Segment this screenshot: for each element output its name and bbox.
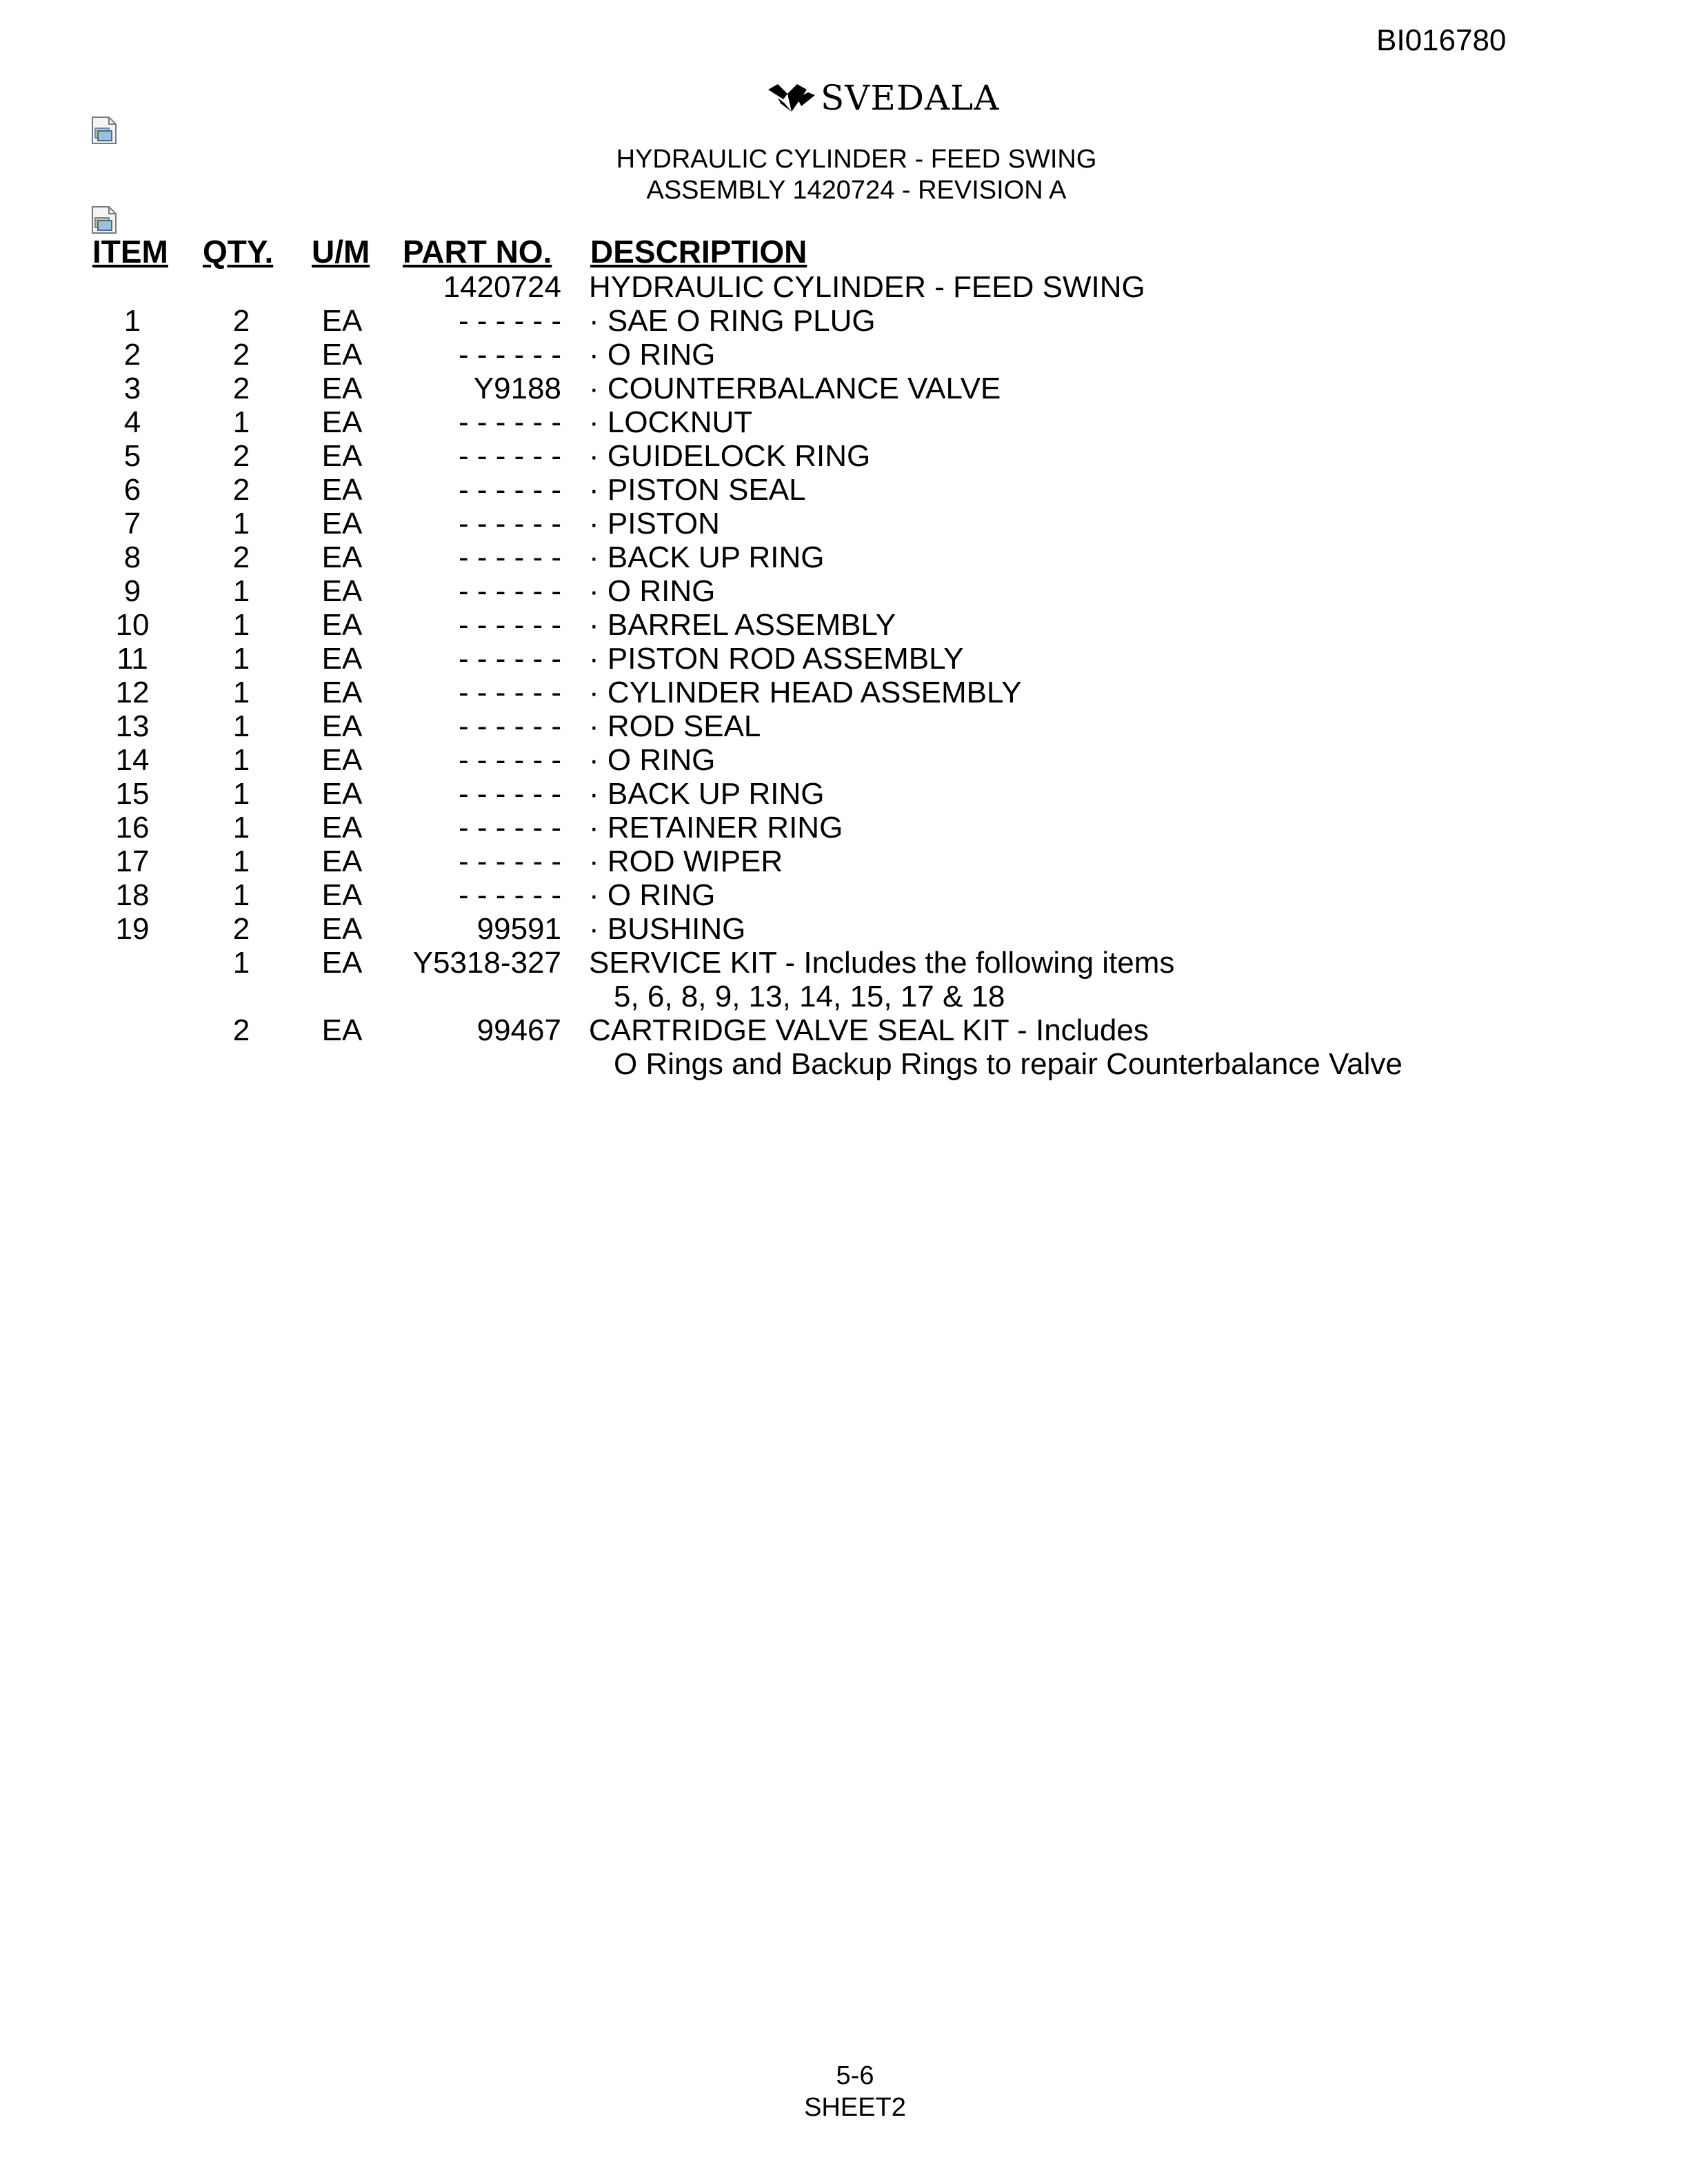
table-row (0, 304, 1688, 338)
um-cell: EA (321, 608, 363, 642)
logo-wordmark: SVEDALA (821, 78, 1000, 118)
qty-cell: 1 (232, 608, 250, 642)
header-item: ITEM (92, 234, 168, 270)
part-no-cell: - - - - - - (458, 743, 561, 777)
part-no-cell: - - - - - - (458, 709, 561, 743)
um-cell: EA (321, 811, 363, 845)
title-line-1: HYDRAULIC CYLINDER - FEED SWING (616, 145, 1097, 174)
table-row (0, 878, 1688, 912)
table-row (0, 507, 1688, 540)
description-cell: · O RING (589, 743, 716, 777)
item-cell: 18 (115, 878, 150, 912)
part-no-cell: 1420724 (443, 270, 561, 304)
table-row (0, 372, 1688, 405)
description-cell: · BACK UP RING (589, 540, 825, 574)
table-row (0, 709, 1688, 743)
item-cell: 19 (115, 912, 150, 946)
description-cell: · BARREL ASSEMBLY (589, 608, 896, 642)
qty-cell: 2 (232, 540, 250, 574)
part-no-cell: - - - - - - (458, 338, 561, 372)
description-cell: · PISTON (589, 507, 720, 540)
item-cell: 11 (117, 642, 148, 676)
part-no-cell: - - - - - - (458, 439, 561, 473)
part-no-cell: 99467 (476, 1013, 561, 1047)
table-row (0, 1047, 1688, 1081)
table-row (0, 845, 1688, 878)
description-cell: · CYLINDER HEAD ASSEMBLY (589, 676, 1022, 709)
um-cell: EA (321, 304, 363, 338)
document-id: BI016780 (1376, 23, 1507, 57)
description-cell: · LOCKNUT (589, 405, 753, 439)
page-number: 5-6 (836, 2061, 874, 2090)
table-row (0, 338, 1688, 372)
table-row (0, 439, 1688, 473)
table-row (0, 912, 1688, 946)
um-cell: EA (321, 676, 363, 709)
um-cell: EA (321, 878, 363, 912)
description-cell: · BUSHING (589, 912, 746, 946)
table-row (0, 642, 1688, 676)
qty-cell: 2 (232, 338, 250, 372)
description-cell: · O RING (589, 878, 716, 912)
um-cell: EA (321, 405, 363, 439)
part-no-cell: - - - - - - (458, 540, 561, 574)
um-cell: EA (321, 439, 363, 473)
qty-cell: 2 (232, 1013, 250, 1047)
description-cell: · PISTON SEAL (589, 473, 806, 507)
part-no-cell: - - - - - - (458, 878, 561, 912)
qty-cell: 1 (232, 811, 250, 845)
qty-cell: 1 (232, 845, 250, 878)
item-cell: 9 (123, 574, 141, 608)
header-um: U/M (312, 234, 370, 270)
um-cell: EA (321, 473, 363, 507)
qty-cell: 1 (232, 709, 250, 743)
item-cell: 1 (123, 304, 141, 338)
item-cell: 16 (115, 811, 150, 845)
table-row (0, 777, 1688, 811)
qty-cell: 1 (232, 507, 250, 540)
qty-cell: 1 (232, 676, 250, 709)
header-qty: QTY. (203, 234, 274, 270)
part-no-cell: - - - - - - (458, 574, 561, 608)
um-cell: EA (321, 1013, 363, 1047)
item-cell: 10 (115, 608, 150, 642)
item-cell: 13 (115, 709, 150, 743)
part-no-cell: - - - - - - (458, 811, 561, 845)
header-description: DESCRIPTION (590, 234, 807, 270)
part-no-cell: - - - - - - (458, 405, 561, 439)
description-cell: · ROD WIPER (589, 845, 783, 878)
um-cell: EA (321, 777, 363, 811)
part-no-cell: - - - - - - (458, 845, 561, 878)
part-no-cell: Y9188 (473, 372, 561, 405)
header-part-no: PART NO. (403, 234, 552, 270)
table-row (0, 270, 1688, 304)
item-cell: 15 (115, 777, 150, 811)
table-row (0, 574, 1688, 608)
description-cell: · BACK UP RING (589, 777, 825, 811)
um-cell: EA (321, 338, 363, 372)
um-cell: EA (321, 845, 363, 878)
um-cell: EA (321, 574, 363, 608)
title-line-2: ASSEMBLY 1420724 - REVISION A (646, 176, 1067, 205)
embedded-file-icon[interactable] (91, 205, 117, 234)
table-row (0, 540, 1688, 574)
um-cell: EA (321, 743, 363, 777)
item-cell: 3 (123, 372, 141, 405)
qty-cell: 1 (232, 777, 250, 811)
table-row (0, 743, 1688, 777)
description-cell: · O RING (589, 338, 716, 372)
description-cell: · ROD SEAL (589, 709, 761, 743)
table-row (0, 811, 1688, 845)
description-cell: · GUIDELOCK RING (589, 439, 871, 473)
qty-cell: 2 (232, 304, 250, 338)
um-cell: EA (321, 642, 363, 676)
qty-cell: 1 (232, 574, 250, 608)
description-cell: · SAE O RING PLUG (589, 304, 876, 338)
part-no-cell: - - - - - - (458, 642, 561, 676)
part-no-cell: - - - - - - (458, 676, 561, 709)
svedala-logo-icon (767, 80, 818, 116)
table-row (0, 405, 1688, 439)
qty-cell: 1 (232, 878, 250, 912)
part-no-cell: - - - - - - (458, 304, 561, 338)
description-cell: · COUNTERBALANCE VALVE (589, 372, 1001, 405)
qty-cell: 1 (232, 743, 250, 777)
table-row (0, 946, 1688, 980)
item-cell: 12 (115, 676, 150, 709)
um-cell: EA (321, 709, 363, 743)
part-no-cell: - - - - - - (458, 507, 561, 540)
qty-cell: 1 (232, 946, 250, 980)
item-cell: 8 (123, 540, 141, 574)
um-cell: EA (321, 912, 363, 946)
um-cell: EA (321, 540, 363, 574)
item-cell: 17 (115, 845, 150, 878)
um-cell: EA (321, 946, 363, 980)
um-cell: EA (321, 372, 363, 405)
table-row (0, 608, 1688, 642)
part-no-cell: - - - - - - (458, 777, 561, 811)
table-row (0, 676, 1688, 709)
description-cell: O Rings and Backup Rings to repair Counterbalance Valve (614, 1047, 1403, 1081)
description-cell: · RETAINER RING (589, 811, 843, 845)
part-no-cell: Y5318-327 (412, 946, 561, 980)
qty-cell: 1 (232, 405, 250, 439)
item-cell: 7 (123, 507, 141, 540)
description-cell: SERVICE KIT - Includes the following items (589, 946, 1175, 980)
svedala-logo (767, 76, 999, 120)
um-cell: EA (321, 507, 363, 540)
part-no-cell: - - - - - - (458, 473, 561, 507)
description-cell: · O RING (589, 574, 716, 608)
qty-cell: 2 (232, 372, 250, 405)
qty-cell: 2 (232, 912, 250, 946)
qty-cell: 2 (232, 473, 250, 507)
item-cell: 6 (123, 473, 141, 507)
item-cell: 2 (123, 338, 141, 372)
description-cell: HYDRAULIC CYLINDER - FEED SWING (589, 270, 1145, 304)
table-row (0, 1013, 1688, 1047)
description-cell: CARTRIDGE VALVE SEAL KIT - Includes (589, 1013, 1149, 1047)
description-cell: · PISTON ROD ASSEMBLY (589, 642, 964, 676)
description-cell: 5, 6, 8, 9, 13, 14, 15, 17 & 18 (614, 980, 1005, 1013)
part-no-cell: 99591 (476, 912, 561, 946)
sheet-label: SHEET2 (804, 2093, 906, 2122)
table-row (0, 473, 1688, 507)
qty-cell: 1 (232, 642, 250, 676)
part-no-cell: - - - - - - (458, 608, 561, 642)
table-row (0, 980, 1688, 1013)
qty-cell: 2 (232, 439, 250, 473)
item-cell: 5 (123, 439, 141, 473)
item-cell: 4 (123, 405, 141, 439)
item-cell: 14 (115, 743, 150, 777)
embedded-file-icon[interactable] (91, 116, 117, 145)
